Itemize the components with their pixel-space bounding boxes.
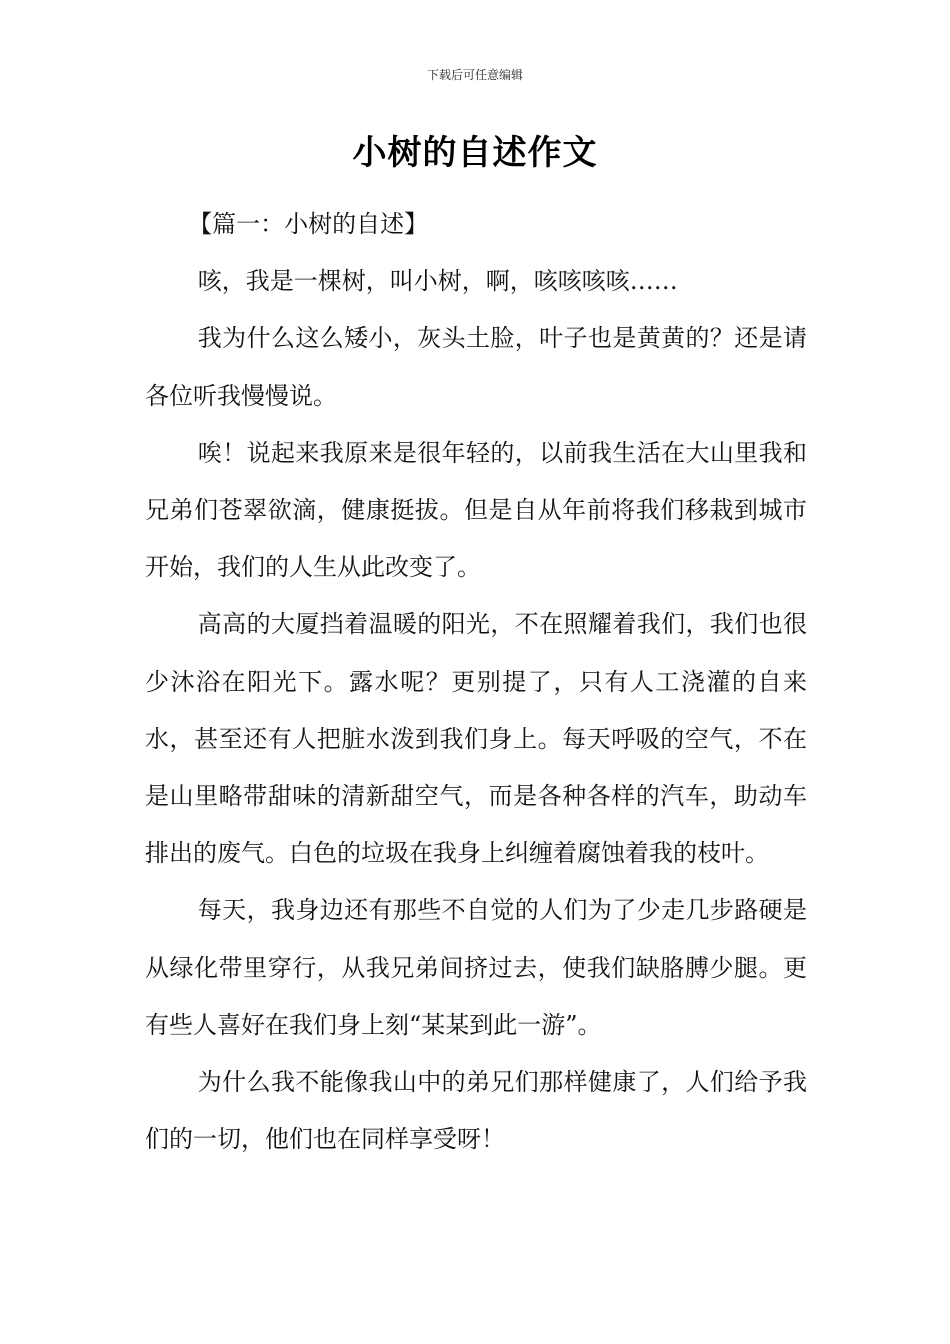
paragraph-3: 唉！说起来我原来是很年轻的，以前我生活在大山里我和兄弟们苍翠欲滴，健康挺拔。但是自从年前将我们移栽到城市开始，我们的人生从此改变了。 bbox=[145, 438, 807, 582]
page-header-note: 下载后可任意编辑 bbox=[426, 68, 523, 82]
paragraph-5: 每天，我身边还有那些不自觉的人们为了少走几步路硬是从绿化带里穿行，从我兄弟间挤过去，使我们缺胳膊少腿。更有些人喜好在我们身上刻“某某到此一游”。 bbox=[145, 896, 807, 1039]
paragraph-1: 咳，我是一棵树，叫小树，啊，咳咳咳咳…… bbox=[197, 267, 678, 296]
paragraph-4: 高高的大厦挡着温暖的阳光，不在照耀着我们，我们也很少沐浴在阳光下。露水呢？更别提了，只有人工浇灌的自来水，甚至还有人把脏水泼到我们身上。每天呼吸的空气，不在是山里略带甜味的清新甜空气，而是各种各样的汽车，助动车排出的废气。白色的垃圾在我身上纠缠着腐蚀着我的枝叶。 bbox=[145, 610, 807, 868]
paragraph-6: 为什么我不能像我山中的弟兄们那样健康了，人们给予我们的一切，他们也在同样享受呀！ bbox=[145, 1068, 807, 1154]
section-heading: 【篇一：小树的自述】 bbox=[188, 210, 429, 238]
paragraph-2: 我为什么这么矮小，灰头土脸，叶子也是黄黄的？还是请各位听我慢慢说。 bbox=[145, 324, 807, 410]
document-body bbox=[145, 196, 807, 1168]
document-title: 小树的自述作文 bbox=[352, 133, 598, 173]
